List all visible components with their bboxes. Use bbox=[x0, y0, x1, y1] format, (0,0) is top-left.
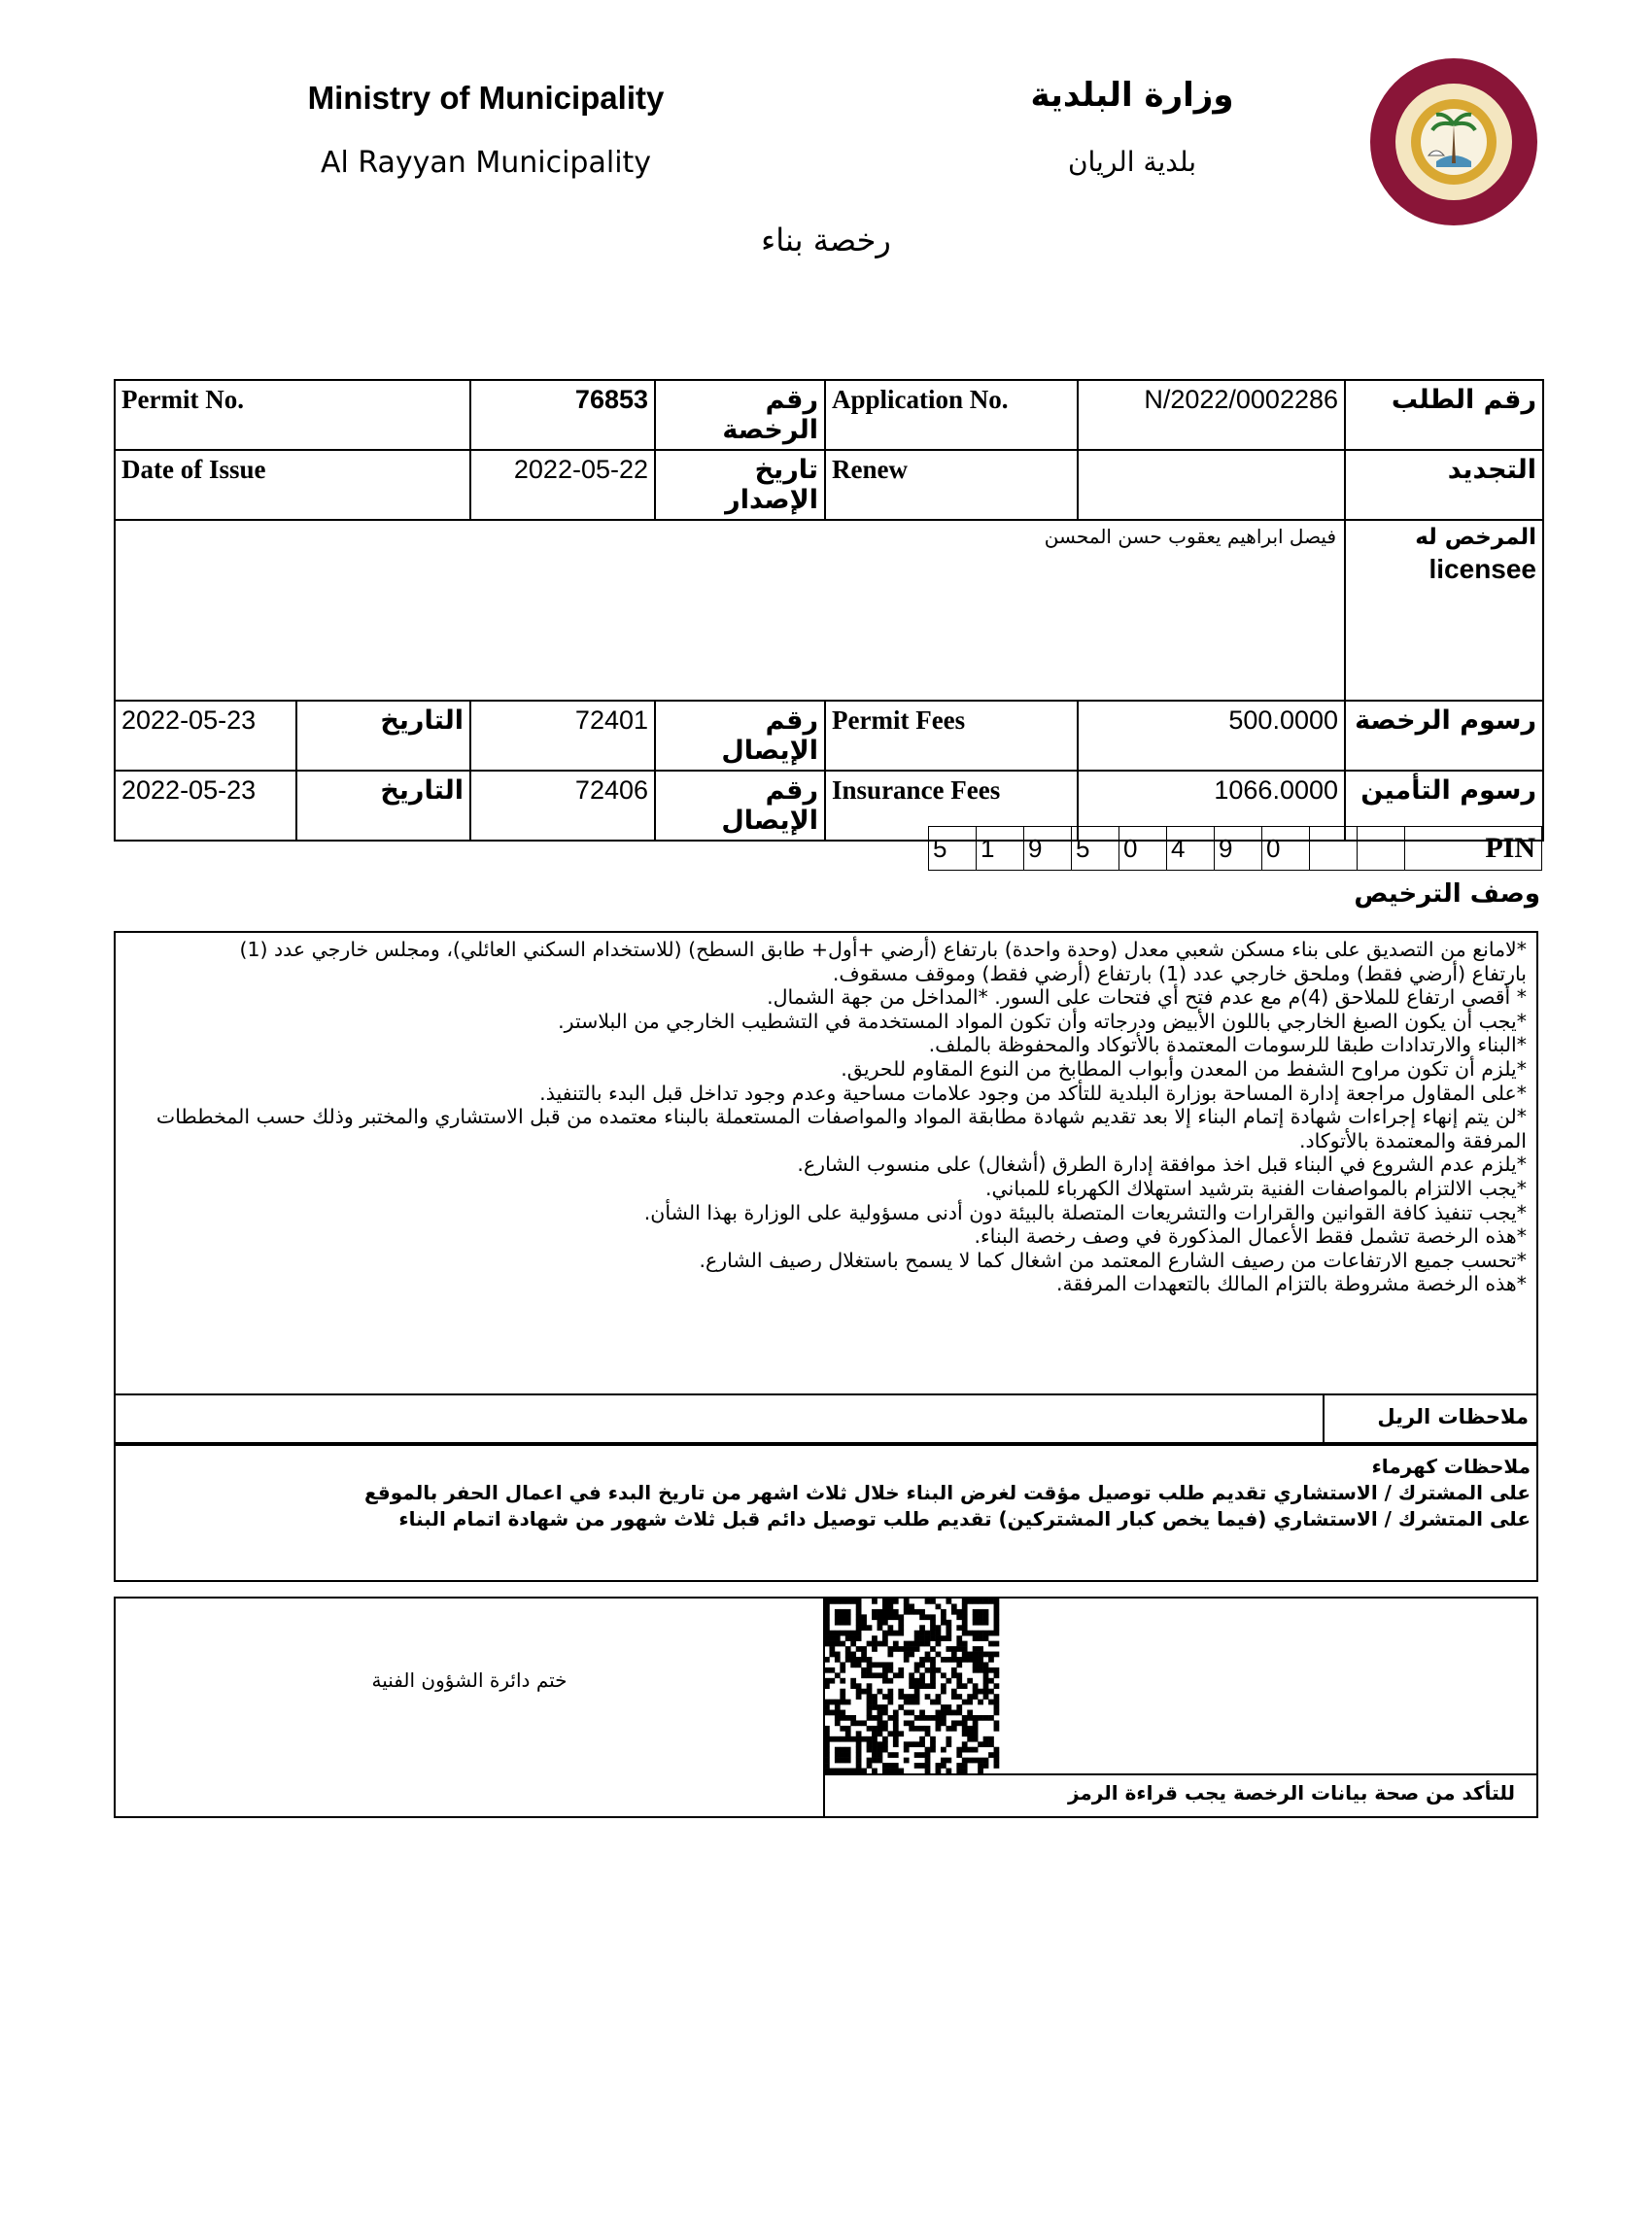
state-of-qatar-emblem-icon bbox=[1368, 56, 1539, 227]
pin-digit: 5 bbox=[1072, 827, 1119, 870]
license-description-box bbox=[114, 931, 1538, 1395]
description-line: *يلزم عدم الشروع في البناء قبل اخذ موافقة إدارة الطرق (أشغال) على منسوب الشارع. bbox=[797, 1152, 1527, 1177]
description-line: *تحسب جميع الارتفاعات من رصيف الشارع المعتمد من اشغال كما لا يسمح باستغلال رصيف الشارع. bbox=[699, 1248, 1527, 1272]
pin-digit: 9 bbox=[1024, 827, 1072, 870]
permit-no-label-ar: رقم الرخصة bbox=[655, 380, 825, 450]
pin-digit: 5 bbox=[929, 827, 977, 870]
description-line: *يلزم أن تكون مراوح الشفط من المعدن وأبواب المطابخ من النوع المقاوم للحريق. bbox=[841, 1056, 1527, 1081]
renew-value bbox=[1078, 450, 1345, 520]
pin-digit bbox=[1358, 827, 1405, 870]
description-line: المرفقة والمعتمدة بالأتوكاد. bbox=[1298, 1128, 1527, 1152]
pin-digit: 9 bbox=[1215, 827, 1262, 870]
fee-date-label-ar: التاريخ bbox=[296, 771, 470, 841]
kahramaa-note-line: على المشترك / الاستشاري تقديم طلب توصيل مؤقت لغرض البناء خلال ثلاث اشهر من تاريخ البدء في اعمال الحفر بالموقع bbox=[363, 1481, 1531, 1504]
pin-digit: 4 bbox=[1167, 827, 1215, 870]
date-of-issue-value: 2022-05-22 bbox=[470, 450, 655, 520]
pin-digit: 0 bbox=[1119, 827, 1167, 870]
renew-label-ar: التجديد bbox=[1345, 450, 1543, 520]
permit-no-label: Permit No. bbox=[115, 380, 470, 450]
licensee-label-en: licensee bbox=[1428, 554, 1537, 584]
license-description-title: وصف الترخيص bbox=[1354, 879, 1540, 909]
licensee-label-cell bbox=[1345, 520, 1543, 701]
description-line: *يجب أن يكون الصبغ الخارجي باللون الأبيض ودرجاته وأن تكون المواد المستخدمة في التشطيب الخارجي من البلاستر. bbox=[558, 1009, 1527, 1033]
fee-label-ar: رسوم الرخصة bbox=[1345, 701, 1543, 771]
application-no-label-ar: رقم الطلب bbox=[1345, 380, 1543, 450]
fee-receipt-no: 72406 bbox=[470, 771, 655, 841]
fee-date: 2022-05-23 bbox=[115, 771, 296, 841]
renew-label: Renew bbox=[825, 450, 1078, 520]
description-line: *لامانع من التصديق على بناء مسكن شعبي معدل (وحدة واحدة) بارتفاع (أرضي +أول+ طابق السطح) (للاستخدام السكني العائلي)، ومجلس خارجي عدد (1) bbox=[239, 938, 1527, 961]
pin-digit bbox=[1310, 827, 1358, 870]
pin-digit: 0 bbox=[1262, 827, 1310, 870]
pin-label: PIN bbox=[1485, 832, 1535, 864]
fee-receipt-label-ar: رقم الإيصال bbox=[655, 701, 825, 771]
description-line: *على المقاول مراجعة إدارة المساحة بوزارة البلدية للتأكد من وجود علامات مساحية وعدم وجود تداخل قبل البدء بالتنفيذ. bbox=[539, 1081, 1527, 1105]
municipality-subtitle-ar: بلدية الريان bbox=[1067, 146, 1197, 178]
date-of-issue-label: Date of Issue bbox=[115, 450, 470, 520]
date-of-issue-label-ar: تاريخ الإصدار bbox=[655, 450, 825, 520]
fee-label: Insurance Fees bbox=[825, 771, 1078, 841]
divider bbox=[823, 1773, 1538, 1775]
fee-label: Permit Fees bbox=[825, 701, 1078, 771]
description-line: * أقصى ارتفاع للملاحق (4)م مع عدم فتح أي فتحات على السور. *المداخل من جهة الشمال. bbox=[767, 985, 1527, 1010]
kahramaa-note-line: على المتشرك / الاستشاري (فيما يخص كبار المشتركين) تقديم طلب توصيل دائم قبل ثلاث شهور من شهادة اتمام البناء bbox=[398, 1507, 1531, 1530]
document-title: رخصة بناء bbox=[761, 222, 891, 258]
description-line: *هذه الرخصة تشمل فقط الأعمال المذكورة في وصف رخصة البناء. bbox=[974, 1224, 1527, 1249]
description-line: *يجب تنفيذ كافة القوانين والقرارات والتشريعات المتصلة بالبيئة دون أدنى مسؤولية على الوزارة بهذا الشأن. bbox=[643, 1200, 1527, 1224]
licensee-name: فيصل ابراهيم يعقوب حسن المحسن bbox=[115, 520, 1345, 701]
qr-verification-note: للتأكد من صحة بيانات الرخصة يجب قراءة الرمز bbox=[1067, 1781, 1515, 1805]
description-line: *يجب الالتزام بالمواصفات الفنية بترشيد استهلاك الكهرباء للمباني. bbox=[985, 1176, 1527, 1200]
stamp-qr-box bbox=[114, 1597, 1538, 1818]
fee-label-ar: رسوم التأمين bbox=[1345, 771, 1543, 841]
permit-info-table bbox=[114, 379, 1544, 842]
ministry-title-en: Ministry of Municipality bbox=[307, 80, 665, 116]
fee-receipt-no: 72401 bbox=[470, 701, 655, 771]
qr-code-icon[interactable] bbox=[823, 1599, 1000, 1773]
fee-receipt-label-ar: رقم الإيصال bbox=[655, 771, 825, 841]
rail-notes-row bbox=[114, 1395, 1538, 1444]
rail-notes-label: ملاحظات الريل bbox=[1323, 1395, 1532, 1442]
licensee-label-ar: المرخص له bbox=[1415, 525, 1537, 550]
application-no-label: Application No. bbox=[825, 380, 1078, 450]
description-line: *هذه الرخصة مشروطة بالتزام المالك بالتعهدات المرفقة. bbox=[1055, 1272, 1527, 1296]
description-line: *لن يتم إنهاء إجراءات شهادة إتمام البناء إلا بعد تقديم شهادة مطابقة المواد والمواصفات المستعملة بالبناء معتمده من قبل الاستشاري والمختبر وذلك حسب المخططات bbox=[155, 1105, 1527, 1129]
fee-date: 2022-05-23 bbox=[115, 701, 296, 771]
fee-amount: 1066.0000 bbox=[1078, 771, 1345, 841]
pin-digit: 1 bbox=[977, 827, 1024, 870]
fee-amount: 500.0000 bbox=[1078, 701, 1345, 771]
description-line: بارتفاع (أرضي فقط) وملحق خارجي عدد (1) بارتفاع (أرضي فقط) وموقف مسقوف. bbox=[832, 961, 1527, 985]
ministry-title-ar: وزارة البلدية bbox=[1030, 76, 1234, 115]
fee-row bbox=[115, 701, 1543, 771]
kahramaa-notes-box bbox=[114, 1444, 1538, 1582]
municipality-subtitle-en: Al Rayyan Municipality bbox=[320, 146, 652, 180]
fee-date-label-ar: التاريخ bbox=[296, 701, 470, 771]
pin-box bbox=[928, 826, 1542, 871]
description-line: *البناء والارتدادات طبقا للرسومات المعتمدة بالأتوكاد والمحفوظة بالملف. bbox=[928, 1033, 1527, 1057]
application-no-value: N/2022/0002286 bbox=[1078, 380, 1345, 450]
kahramaa-notes-title: ملاحظات كهرماء bbox=[1371, 1455, 1531, 1478]
technical-affairs-stamp-label: ختم دائرة الشؤون الفنية bbox=[371, 1668, 568, 1692]
permit-no-value: 76853 bbox=[470, 380, 655, 450]
